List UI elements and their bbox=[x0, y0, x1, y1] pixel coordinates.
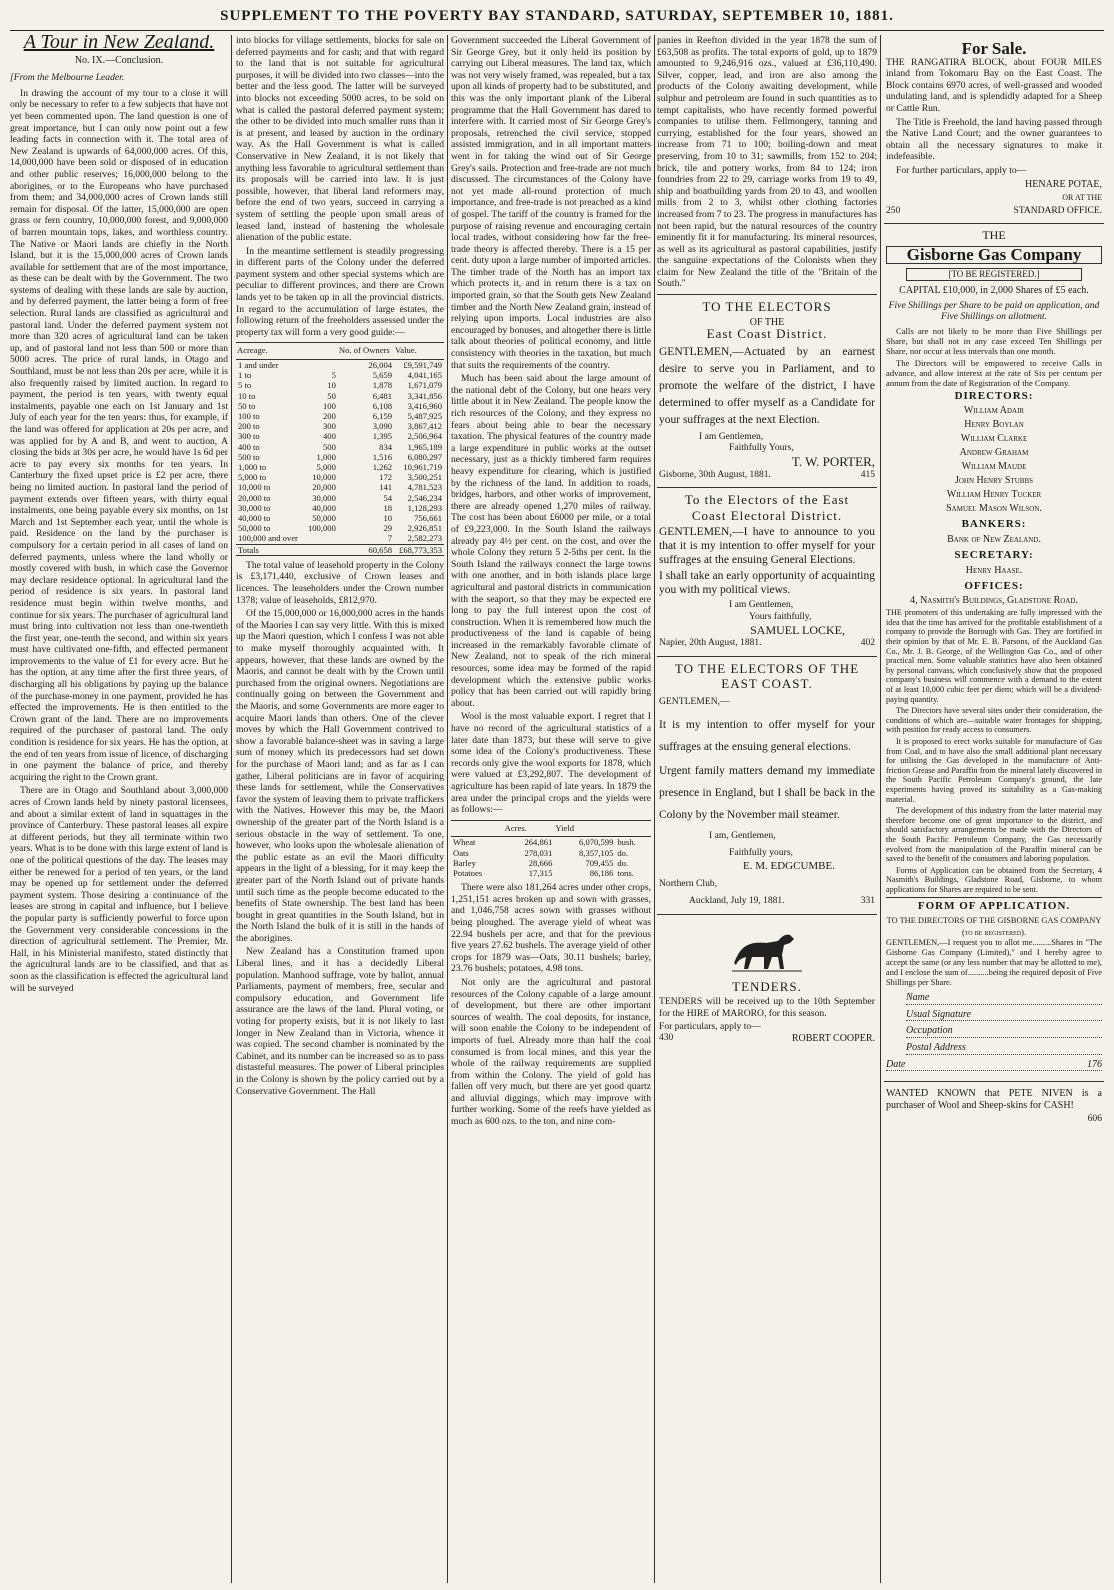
table-cell: 2,926,851 bbox=[407, 523, 442, 534]
ad-signature: SAMUEL LOCKE, bbox=[750, 622, 845, 637]
ad-heading: TO THE ELECTORS bbox=[702, 299, 832, 315]
table-cell: £9,591,749 bbox=[403, 360, 442, 371]
table-cell: 300 to bbox=[238, 431, 260, 442]
table-cell: 5,659 bbox=[372, 370, 393, 381]
table-cell: Totals bbox=[236, 544, 338, 555]
ad-heading: East Coast District. bbox=[706, 326, 828, 342]
table-cell: 1,000 bbox=[316, 451, 336, 462]
table-cell: 86,186 bbox=[589, 867, 614, 878]
article-paragraph: There are in Otago and Southland about 3,000,000 acres of Crown lands held by ninety pastoral licensees, and about a similar extent of land in squattages in the province of Canterbury. These pastoral leases all expire at different periods, but they all terminate within two years. What is to be done with this large extent of land is one of the political questions of the day. The leases may either be renewed for a period of ten years, or the land may be opened up for settlement under the deferred payment system. Those desiring a continuance of the leases are strong in capital and influence, but I believe the popular party is sufficiently powerful to force upon the Government very considerable concessions in the direction of agricultural settlement. The Premier, Mr. Hall, in his Ministerial manifesto, stated distinctly that the agricultural lands are to be classified, and that as soon as the classification is effected the agricultural land will be surveyed bbox=[10, 785, 228, 994]
article-paragraph: Of the 15,000,000 or 16,000,000 acres in the hands of the Maories I can say very little. With this is mixed up the Maori question, which I confess I was not able to make myself thoroughly acquainted with. It appears, however, that these lands are owned by the Maoris, and cannot be dealt with by the Crown until purchased from the original owners. Negotiations are continually going on between the Government and the Maoris, and some Governments are more eager to acquire Maori lands than others. One of the clever moves by which the Hall Government contrived to show a favorable balance-sheet was in saving a large sum of money which its predecessors had set down for the purchase of Maori land; and as far as I can gather, Liberal politicians are in favor of acquiring these lands for settlement, while the Conservatives favor the system of leaving them to private traffickers with the Natives. However this may be, the Maori ownership of the greater part of the North Island is a serious obstacle in the way of settlement. To one, however, who looks upon the wholesale alienation of the public estate as an evil the Maori difficulty appears in the light of a blessing, for it may keep the greater part of the North Island out of private hands until such time as the people become educated to the benefits of State ownership. The best land has been bought in great quantities in the South Island, but in the North Island the bulk of it is still in the hands of the aborigines. bbox=[236, 608, 444, 944]
ad-place: Northern Club, bbox=[659, 878, 718, 890]
table-cell: 20,000 bbox=[312, 482, 336, 493]
wanted-advert bbox=[884, 1082, 1104, 1131]
table-cell: 4,041,165 bbox=[407, 370, 442, 381]
article-paragraph: into blocks for village settlements, blocks for sale on deferred payments and for cash; and that with regard to the land that is not suitable for agricultural purposes, it will be divided into two classes—into the better and the less good. The latter will be surveyed into blocks not exceeding 5000 acres, to be sold on what is called the pastoral deferred payment system; the other to be divided into much smaller runs than it is at present, and leased by auction in the ordinary way. As the Hall Government is what is called Conservative in New Zealand, it is not likely that anything less favorable to agricultural settlement than its proposals will be carried into law. It is just possible, however, that liberal land reformers may, before the end of two years, succeed in carrying a system of settling the people upon small areas of leased land, instead of hastening the wholesale alienation of the public estate. bbox=[236, 35, 444, 244]
table-cell: 278,031 bbox=[524, 847, 553, 858]
table-row bbox=[236, 503, 444, 513]
article-subtitle: No. IX.—Conclusion. bbox=[74, 54, 164, 66]
freeholders-table bbox=[236, 342, 444, 555]
table-cell: do. bbox=[617, 857, 629, 868]
ad-closing: I am Gentlemen, bbox=[729, 599, 794, 611]
table-row bbox=[236, 442, 444, 452]
ad-heading: EAST COAST. bbox=[721, 676, 813, 692]
table-cell: 30,000 to bbox=[238, 502, 271, 513]
director-name: Henry Boylan bbox=[964, 419, 1024, 431]
table-row bbox=[236, 452, 444, 462]
prospectus-text: The development of this industry from the latter material may therefore become one of great importance to the district, and should satisfactory arrangements be made with the Directors of the South Pacific Petroleum Company, the Gas necessarily evolved from the manipulation of the Paraffin mineral can be saved to the benefit of the consumers and laboring population. bbox=[886, 806, 1102, 864]
table-cell: 30,000 bbox=[312, 492, 336, 503]
table-cell: 3,867,412 bbox=[407, 421, 442, 432]
ad-body: TENDERS will be received up to the 10th September for the HIRE of MARORO, for this season. bbox=[659, 996, 875, 1019]
table-cell: 6,070,599 bbox=[579, 837, 614, 848]
table-cell: 4,781,523 bbox=[407, 482, 442, 493]
table-cell: 50 to bbox=[238, 400, 256, 411]
table-cell: 10 bbox=[327, 380, 336, 391]
registered-note: [TO BE REGISTERED.] bbox=[906, 268, 1082, 282]
article-column-2 bbox=[236, 35, 444, 1583]
column-rule bbox=[447, 35, 448, 1583]
table-cell: 50,000 bbox=[312, 513, 336, 524]
article-paragraph: The total value of leasehold property in the Colony is £3,171,440, exclusive of Crown leases and licences. The leaseholders under the Crown number 1378; value of leaseholds, £812,970. bbox=[236, 559, 444, 606]
table-cell: 834 bbox=[379, 441, 393, 452]
table-row bbox=[236, 533, 444, 544]
article-column-1 bbox=[10, 35, 228, 1583]
ad-closing: Yours faithfully, bbox=[749, 611, 812, 622]
table-cell: 1,878 bbox=[372, 380, 393, 391]
article-paragraph: In drawing the account of my tour to a close it will only be necessary to refer to a few subjects that have not yet been commented upon. The land question is one of great importance, but I can only now point out a few leading facts in connection with it. The total area of New Zealand is upwards of 64,000,000 acres. Of this, 14,000,000 have been sold or disposed of in education and other public reserves; 16,000,000 belong to the aborigines, or to the Europeans who have purchased from them; and 34,000,000 acres of Crown lands still remain for disposal. Of the latter, 15,000,000 are open grass or fern country, 10,000,000 forest, and 9,000,000 of barren mountain tops, lakes, and worthless country. The Native or Maori lands are chiefly in the North Island, but it is the 15,000,000 acres of Crown lands available for settlement that are of the most importance, as these can be dealt with by the Government. The two systems of dealing with these lands are sale by auction, and by deferred payment, the latter being a form of free selection. Rural lands are classified as agricultural and pastoral land. Under the deferred payment system not more than 320 acres of agricultural land can be taken up, and of pastoral land not less than 500 or more than 5000 acres. The price of rural lands, in Otago and Southland, must be not less than 20s per acre, while it is also frequently raised by limited auction. In regard to payment, the period is ten years, with twenty equal instalments, payable one each on 1st January and 1st July of each year for the ten years: thus, for example, if the land was offered for application at 20s per acre, and was applied for by A and B, and went to auction, A closing the bids at 30s per acre, he would have 1s 6d per acre to pay every six months for ten years. In Canterbury the fixed upset price is £2 per acre, there being no limited auction. In pastoral land the period of payment extends over fifteen years, with thirty equal instalments, one being payable every six months, on 1st March and 1st September each year, until the whole is paid. Residence on the land by the purchaser is compulsory for a certain period in all cases of land on deferred payments, unless where the land wholly or mostly covered with bush, in which case the Governor may declare residence optional. In agricultural land the period of residence is six years. In pastoral land residence must begin within twelve months, and continue for six years. The purchaser of agricultural land must bring into cultivation not less than one-twentieth the first year, one-tenth the second, and within six years must have cultivated one-fifth, and effected permanent improvements to the value of £1 for every acre. But he has the option, at any time after the first three years, of discharging all his obligations by paying up the balance of the purchase-money in one payment, provided he has effected the improvements. He is then entitled to the Crown grant of the land. There are no improvements required of the purchaser of pastoral land. The only condition is residence for six years. He has the option, at the end of ten years from issue of licence, of discharging in one payment the balance of price, and thereby acquiring the right to the Crown grant. bbox=[10, 87, 228, 783]
table-cell: 100 to bbox=[238, 411, 260, 422]
ad-body: Calls are not likely to be more than Five Shillings per Share, but shall not in any case exceed Ten Shillings per Share, nor occur at less intervals than one month. bbox=[886, 325, 1102, 356]
capital: CAPITAL £10,000, in 2,000 Shares of £5 each. bbox=[899, 285, 1089, 297]
ad-signature: E. M. EDGCUMBE. bbox=[743, 859, 835, 872]
director-name: William Maude bbox=[961, 461, 1027, 473]
table-row bbox=[236, 370, 444, 380]
table-cell: 300 bbox=[322, 421, 336, 432]
ad-heading: For Sale. bbox=[961, 39, 1027, 58]
ad-body: Urgent family matters demand my immediate presence in England, but I shall be back in the Colony by the November mail steamer. bbox=[659, 764, 875, 821]
ad-heading: OF THE bbox=[749, 316, 785, 328]
table-cell: 10 to bbox=[238, 390, 256, 401]
ad-signature: 430 ROBERT COOPER. bbox=[659, 1032, 875, 1044]
table-cell: 5 bbox=[331, 370, 336, 381]
director-name: John Henry Stubbs bbox=[954, 475, 1034, 487]
ad-body: GENTLEMEN,—I have to announce to you that it is my intention to offer myself for your suffrages at the ensuing General Elections. bbox=[659, 526, 875, 567]
table-cell: 6,108 bbox=[372, 400, 393, 411]
table-cell: 1,965,189 bbox=[407, 441, 442, 452]
table-cell: 2,546,234 bbox=[407, 492, 442, 503]
ads-column-5 bbox=[884, 35, 1104, 1583]
ad-heading: TO THE ELECTORS OF THE bbox=[674, 660, 860, 676]
locke-advert bbox=[657, 488, 877, 657]
table-cell: 10 bbox=[383, 513, 393, 524]
table-cell: 141 bbox=[379, 482, 393, 493]
ad-heading: To the Electors of the East bbox=[684, 492, 850, 508]
table-row bbox=[236, 472, 444, 482]
table-cell: 1,000 to bbox=[238, 462, 267, 473]
prospectus-text: It is proposed to erect works suitable for manufacture of Gas from Coal, and to have also the small additional plant necessary for utilising the Gas developed in the manufacture of Anti-friction Grease and Paraffin from the mineral lately discovered in the South Pacific Petroleum Company's ground, the late experiments having proved its suitability as a Gas-making material. bbox=[886, 736, 1102, 804]
ad-date: Auckland, July 19, 1881. 331 bbox=[689, 895, 875, 906]
prospectus-text: Forms of Application can be obtained from the Secretary, 4 Nasmith's Buildings, Gladstone Road, Gisborne, to whom applications for Shares are required to be sent. bbox=[886, 865, 1102, 894]
form-field-signature[interactable]: Usual Signature bbox=[906, 1009, 1102, 1022]
table-cell: 2,506,964 bbox=[407, 431, 442, 442]
ad-closing: Faithfully Yours, bbox=[729, 442, 794, 454]
table-cell: 756,661 bbox=[414, 513, 442, 524]
secretary-label: SECRETARY: bbox=[954, 549, 1034, 562]
ad-heading: THE bbox=[982, 228, 1006, 243]
table-cell: 29 bbox=[383, 523, 393, 534]
ad-closing: Faithfully yours, bbox=[729, 847, 793, 859]
director-name: William Clarke bbox=[960, 433, 1028, 445]
table-cell: 400 to bbox=[238, 441, 260, 452]
ad-or: OR AT THE bbox=[1062, 193, 1102, 203]
table-row bbox=[236, 421, 444, 431]
ad-date: Napier, 20th August, 1881. 402 bbox=[659, 638, 875, 649]
column-rule bbox=[654, 35, 655, 1583]
column-rule bbox=[880, 35, 881, 1583]
ad-heading: Coast Electoral District. bbox=[691, 507, 843, 523]
table-cell: 60,658 bbox=[338, 544, 394, 555]
table-cell: 17,315 bbox=[528, 867, 553, 878]
table-row bbox=[236, 462, 444, 472]
porter-advert bbox=[657, 294, 877, 488]
table-cell: Potatoes bbox=[453, 867, 483, 878]
table-cell: 264,861 bbox=[524, 837, 553, 848]
ad-body: For further particulars, apply to— bbox=[896, 164, 1027, 176]
table-row bbox=[236, 482, 444, 492]
table-cell: 100 bbox=[322, 400, 336, 411]
table-cell: 200 bbox=[322, 411, 336, 422]
table-cell: 28,666 bbox=[528, 857, 553, 868]
table-cell: 7 bbox=[387, 533, 393, 544]
table-cell: £68,773,353 bbox=[394, 544, 444, 555]
edgcumbe-advert bbox=[657, 657, 877, 915]
table-cell: 500 bbox=[322, 441, 336, 452]
table-cell: 10,000 to bbox=[238, 482, 271, 493]
offices-address: 4, Nasmith's Buildings, Gladstone Road. bbox=[910, 595, 1078, 607]
table-row bbox=[236, 493, 444, 503]
director-name: Samuel Mason Wilson. bbox=[946, 503, 1042, 515]
table-cell bbox=[304, 533, 338, 544]
table-cell: 6,481 bbox=[372, 390, 393, 401]
form-field-name[interactable]: Name bbox=[906, 992, 1102, 1005]
table-cell: 6,080,297 bbox=[407, 451, 442, 462]
tenders-advert bbox=[657, 915, 877, 1051]
table-cell: Wheat bbox=[453, 837, 476, 848]
ad-body: The Directors will be empowered to receive Calls in advance, and allow interest at the rate of Six per centum per annum from the date of Registration of the Company. bbox=[886, 357, 1102, 388]
ad-signature: T. W. PORTER, bbox=[791, 454, 875, 470]
table-row bbox=[236, 401, 444, 411]
prospectus-text: THE promoters of this undertaking are fully impressed with the idea that the time has arrived for the profitable establishment of a company to provide the Borough with Gas. They are fortified in their opinion by that of Mr. E. B. Parsons, of the Auckland Gas Co., Mr. J. B. George, of the Wellington Gas Co., and of other practical men. Some valuable statistics have also been obtained by personal canvass, which conclusively show that the proposed company's business will commence with a demand to the extent of at least 10,000 cubic feet per diem; which will be a dividend-paying quantity. bbox=[886, 608, 1102, 704]
table-cell: 2,582,273 bbox=[407, 533, 442, 544]
ad-body: I shall take an early opportunity of acquainting you with my political views. bbox=[659, 570, 875, 597]
table-cell: 5,000 to bbox=[238, 472, 267, 483]
directors-label: DIRECTORS: bbox=[954, 389, 1034, 402]
ad-office: 250 STANDARD OFFICE. bbox=[886, 205, 1102, 216]
table-row bbox=[236, 391, 444, 401]
table-cell: tons. bbox=[617, 867, 634, 878]
table-header: Yield bbox=[554, 820, 615, 837]
table-header bbox=[451, 820, 504, 837]
table-cell: 172 bbox=[379, 472, 393, 483]
table-cell: 1,262 bbox=[372, 462, 393, 473]
table-cell: 5,487,925 bbox=[407, 411, 442, 422]
table-row bbox=[451, 858, 651, 868]
table-header bbox=[615, 820, 651, 837]
table-row bbox=[451, 868, 651, 878]
table-cell: 709,455 bbox=[585, 857, 614, 868]
table-cell: 3,341,856 bbox=[407, 390, 442, 401]
directors-list bbox=[886, 404, 1102, 516]
article-paragraph: New Zealand has a Constitution framed upon Liberal lines, and it has a decidedly Liberal population. Manhood suffrage, vote by ballot, annual Parliaments, payment of members, free, secular and compulsory education, and Government life assurance are the laws of the land. Plural voting, or voting for property exists, but it is not likely to last longer in New Zealand than in Victoria, whence it was copied. The second chamber is nominated by the Cabinet, and its number can be increased so as to pass distasteful measures. The power of Liberal principles in the Colony is shown by the policy carried out by a Conservative Government. The Hall bbox=[236, 946, 444, 1097]
table-cell: 1 to bbox=[238, 370, 252, 381]
table-cell: 1,128,293 bbox=[407, 502, 442, 513]
form-field-address[interactable]: Postal Address bbox=[906, 1042, 1102, 1055]
ad-body: THE RANGATIRA BLOCK, about FOUR MILES inland from Tokomaru Bay on the East Coast. The Block contains 6970 acres, of well-grassed and wooded undulating land, and is splendidly adapted for a Sheep or Cattle Run. bbox=[886, 56, 1102, 114]
ad-body: It is my intention to offer myself for your suffrages at the ensuing general elections. bbox=[659, 718, 875, 753]
form-body: GENTLEMEN,—I request you to allot me.........Shares in "The Gisborne Gas Company (Limited)," and I hereby agree to accept the same (or any less number that may be allotted to me), and I enclose the sum of..........being the required deposit of Five Shillings per Share. bbox=[886, 938, 1102, 988]
ad-closing: I am, Gentlemen, bbox=[709, 829, 776, 841]
table-cell: 1,671,079 bbox=[407, 380, 442, 391]
table-cell: 1,516 bbox=[372, 451, 393, 462]
offices-label: OFFICES: bbox=[964, 579, 1024, 592]
article-paragraph: There were also 181,264 acres under other crops, 1,251,151 acres broken up and sown with grasses, and 1,046,758 acres sown with grasses without being ploughed. The average yield of wheat was 22.94 bushels per acre, and that for the previous five years 27.62 bushels. The average yield of other crops for 1879 was—Oats, 30.11 bushels; barley, 23.76 bushels; potatoes, 4.98 tons. bbox=[451, 882, 651, 975]
ad-closing: I am Gentlemen, bbox=[699, 430, 764, 442]
article-paragraph: Wool is the most valuable export. I regret that I have no record of the agricultural statistics of a later date than 1873, but these will serve to give some idea of the Colony's productiveness. These records only give the wool exports for 1878, which were valued at £3,292,807. The development of agriculture has been rapid of late years. In 1879 the area under the principal crops and the yields were as follows:— bbox=[451, 711, 651, 816]
table-cell: 3,416,960 bbox=[407, 400, 442, 411]
ad-signature: HENARE POTAE, bbox=[1025, 178, 1102, 190]
table-cell bbox=[304, 360, 338, 371]
table-cell: 1,395 bbox=[372, 431, 393, 442]
table-cell: 200 to bbox=[238, 421, 260, 432]
prospectus-text: The Directors have several sites under their consideration, the conditions of which are—suitable water frontages for shipping, with position for ready access to consumers. bbox=[886, 706, 1102, 735]
table-row bbox=[236, 380, 444, 390]
ad-number: 606 bbox=[1087, 1113, 1102, 1125]
table-cell: 5 to bbox=[238, 380, 252, 391]
table-cell: 10,961,719 bbox=[403, 462, 442, 473]
table-row bbox=[236, 431, 444, 441]
article-paragraph: Not only are the agricultural and pastoral resources of the Colony capable of a large amount of development, but there are other important sources of wealth. The coal deposits, for instance, will soon enable the Colony to be independent of imports of fuel. Already more than half the coal consumed is from local mines, and this year the whole of the railway requirements are supplied from within the Colony. The yield of gold has fallen off very much, but there are yet good quartz and alluvial diggings, which may improve with further working. Some of the reefs have yielded as much as 600 ozs. to the ton, and nine com- bbox=[451, 976, 651, 1128]
table-cell: Oats bbox=[453, 847, 469, 858]
form-field-occupation[interactable]: Occupation bbox=[906, 1025, 1102, 1038]
table-row bbox=[451, 848, 651, 858]
table-cell: bush. bbox=[617, 837, 636, 848]
table-cell: 3,090 bbox=[372, 421, 393, 432]
article-paragraph: Much has been said about the large amount of the national debt of the Colony, but one hears very little about it in New Zealand. The people know the rich resources of the Colony, and they express no fears about being able to bear the necessary taxation. The physical features of the country made a large expenditure in public works at the outset necessary, just as a thickly timbered farm requires heavy expenditure for clearing, which is justified by the richness of the land. In addition to roads, bridges, harbors, and other works of improvement, there are already opened 1,270 miles of railway. The cost has been about £6000 per mile, or a total of £9,223,000. In the South Island the railways already pay 4½ per cent. on the cost, and over the whole Colony they return 5 2-5ths per cent. In the South Island the railways connect the large towns with one another, and in both islands place large agricultural and pastoral districts in communication with the seaport, so that they may be expected ere long to pay the full interest upon the cost of construction. When it is remembered how much the productiveness of the land is capable of being increased in the remarkably favorable climate of New Zealand, not to speak of the rich mineral resources, some idea may be formed of the rapid development which the extensive public works policy that has been carried out will rapidly bring about. bbox=[451, 373, 651, 709]
form-heading: FORM OF APPLICATION. bbox=[886, 897, 1102, 913]
column-rule bbox=[231, 35, 232, 1583]
director-name: Andrew Graham bbox=[959, 447, 1029, 459]
article-title: A Tour in New Zealand. bbox=[23, 35, 215, 53]
table-cell: 40,000 bbox=[312, 502, 336, 513]
form-to: TO THE DIRECTORS OF THE GISBORNE GAS COMPANY (to be registered). bbox=[886, 916, 1102, 937]
masthead: SUPPLEMENT TO THE POVERTY BAY STANDARD, SATURDAY, SEPTEMBER 10, 1881. bbox=[220, 8, 894, 24]
bankers-label: BANKERS: bbox=[961, 518, 1027, 531]
table-cell: 3,500,251 bbox=[407, 472, 442, 483]
crops-table bbox=[451, 820, 651, 878]
table-cell: 20,000 to bbox=[238, 492, 271, 503]
table-cell: 18 bbox=[383, 502, 393, 513]
table-cell: 5,000 bbox=[316, 462, 336, 473]
article-paragraph: In the meantime settlement is steadily progressing in different parts of the Colony under the deferred payment system and other special systems which are peculiar to different provinces, and there are Crown lands yet to be taken up in all the provincial districts. In regard to the accumulation of large estates, the following return of the freeholders assessed under the property tax will form a very good guide:— bbox=[236, 245, 444, 338]
ad-heading: TENDERS. bbox=[732, 978, 802, 994]
table-header: No. of Owners bbox=[338, 343, 394, 360]
table-cell: 500 to bbox=[238, 451, 260, 462]
gas-company-advert bbox=[884, 224, 1104, 1082]
article-column-3 bbox=[451, 35, 651, 1583]
ad-body: The Title is Freehold, the land having passed through the Native Land Court; and the owner guarantees to obtain all the necessary signatures to make it indefeasible. bbox=[886, 116, 1102, 163]
article-paragraph: panies in Reefton divided in the year 1878 the sum of £63,508 as profits. The total exports of gold, up to 1879 amounted to 9,246,916 ozs., valued at £36,110,490. Silver, copper, lead, and iron are also among the products of the Colony awaiting development, while sulphur and petroleum are found in such quantities as to tempt capitalists, who have recently formed powerful companies to utilise them. Fellmongery, tanning and currying, established for the four years, showed an increase from 71 to 100; boiling-down and meat preserving, from 10 to 31; sawmills, from 152 to 204; brick, tile and pottery works, from 84 to 124; iron foundries from 22 to 29, carriage works from 19 to 49, ship and boatbuilding yards from 20 to 43, and woollen mills from 2 to 3, whilst other clothing factories increased from 7 to 23. The progress in manufactures has not been rapid, but the natural resources of the country eminently fit it for manufacturing. Its mineral resources, as well as its agricultural as pastoral capabilities, justify the sanguine expectations of the Colonists when they claim for New Zealand the title of the "Britain of the South." bbox=[657, 35, 877, 290]
ad-date: Gisborne, 30th August, 1881. 415 bbox=[659, 469, 875, 480]
table-row bbox=[236, 513, 444, 523]
table-header: Acreage. bbox=[236, 343, 338, 360]
form-field-date[interactable]: Date 176 bbox=[886, 1058, 1102, 1070]
table-header: Acres. bbox=[504, 820, 555, 837]
table-row bbox=[236, 360, 444, 371]
table-cell: 1 and under bbox=[238, 360, 279, 371]
table-cell: 54 bbox=[383, 492, 393, 503]
table-row bbox=[451, 837, 651, 848]
table-cell: 6,159 bbox=[372, 411, 393, 422]
ads-column-4 bbox=[657, 35, 877, 1583]
table-total-row bbox=[236, 544, 444, 555]
share-terms: Five Shillings per Share to be paid on application, and Five Shillings on allotment. bbox=[888, 299, 1100, 323]
table-cell: 50,000 to bbox=[238, 523, 271, 534]
ad-body: WANTED KNOWN that PETE NIVEN is a purchaser of Wool and Sheep-skins for CASH! bbox=[886, 1088, 1102, 1111]
table-row bbox=[236, 411, 444, 421]
table-cell: do. bbox=[617, 847, 629, 858]
director-name: William Adair bbox=[963, 405, 1025, 417]
table-cell: 40,000 to bbox=[238, 513, 271, 524]
table-cell: 100,000 bbox=[307, 523, 336, 534]
forsale-advert bbox=[884, 35, 1104, 224]
bankers-name: Bank of New Zealand. bbox=[947, 534, 1041, 546]
table-cell: 100,000 and over bbox=[238, 533, 298, 544]
company-name: Gisborne Gas Company bbox=[886, 246, 1102, 264]
table-cell: Barley bbox=[453, 857, 476, 868]
horse-icon bbox=[732, 929, 802, 977]
ad-contact: For particulars, apply to— bbox=[659, 1021, 761, 1033]
table-cell: 50 bbox=[327, 390, 336, 401]
director-name: William Henry Tucker bbox=[946, 489, 1042, 501]
table-header: Value. bbox=[394, 343, 444, 360]
ad-salutation: GENTLEMEN,— bbox=[659, 695, 730, 707]
secretary-name: Henry Haase. bbox=[965, 564, 1023, 576]
top-rule bbox=[10, 30, 1104, 31]
table-cell: 26,004 bbox=[368, 360, 393, 371]
table-cell: 10,000 bbox=[312, 472, 336, 483]
table-cell: 8,357,105 bbox=[579, 847, 614, 858]
article-paragraph: Government succeeded the Liberal Government of Sir George Grey, but it only held its position by carrying out Liberal measures. The land tax, which was not very wisely framed, was repealed, but a tax upon all kinds of property had to be substituted, and this was the only important plank of the Liberal programme that the Hall Government has dared to interfere with. It carried most of Sir George Grey's proposals, retrenched the civil service, stopped assisted immigration, and in all important matters went in for taking the wind out of Sir George Grey's sails. Protection and free-trade are not much discussed. The circumstances of the Colony have not yet made all-round protection of much importance, and free-trade is not preached as a kind of gospel. The tariff of the country is framed for the purpose of raising revenue and encouraging certain local trades, without considering how far the free-trade theory is affected thereby. There is a 15 per cent. duty upon a large number of imported articles. The timber trade of the North has an import tax which protects it, and in return there is a tax on imported grain, so that the South gets New Zealand timber and the North New Zealand grain, instead of relying upon imports. Local industries are also encouraged by bonuses, and altogether there is little talk about theories of political economy, and little consistency with theories in the taxation, but much that suits the requirements of the country. bbox=[451, 35, 651, 371]
table-row bbox=[236, 523, 444, 533]
ad-body: GENTLEMEN,—Actuated by an earnest desire to serve you in Parliament, and to promote the welfare of the district, I have determined to offer myself as a Candidate for your suffrages at the next Election. bbox=[659, 345, 875, 426]
article-source: [From the Melbourne Leader. bbox=[10, 72, 125, 84]
table-cell: 400 bbox=[322, 431, 336, 442]
